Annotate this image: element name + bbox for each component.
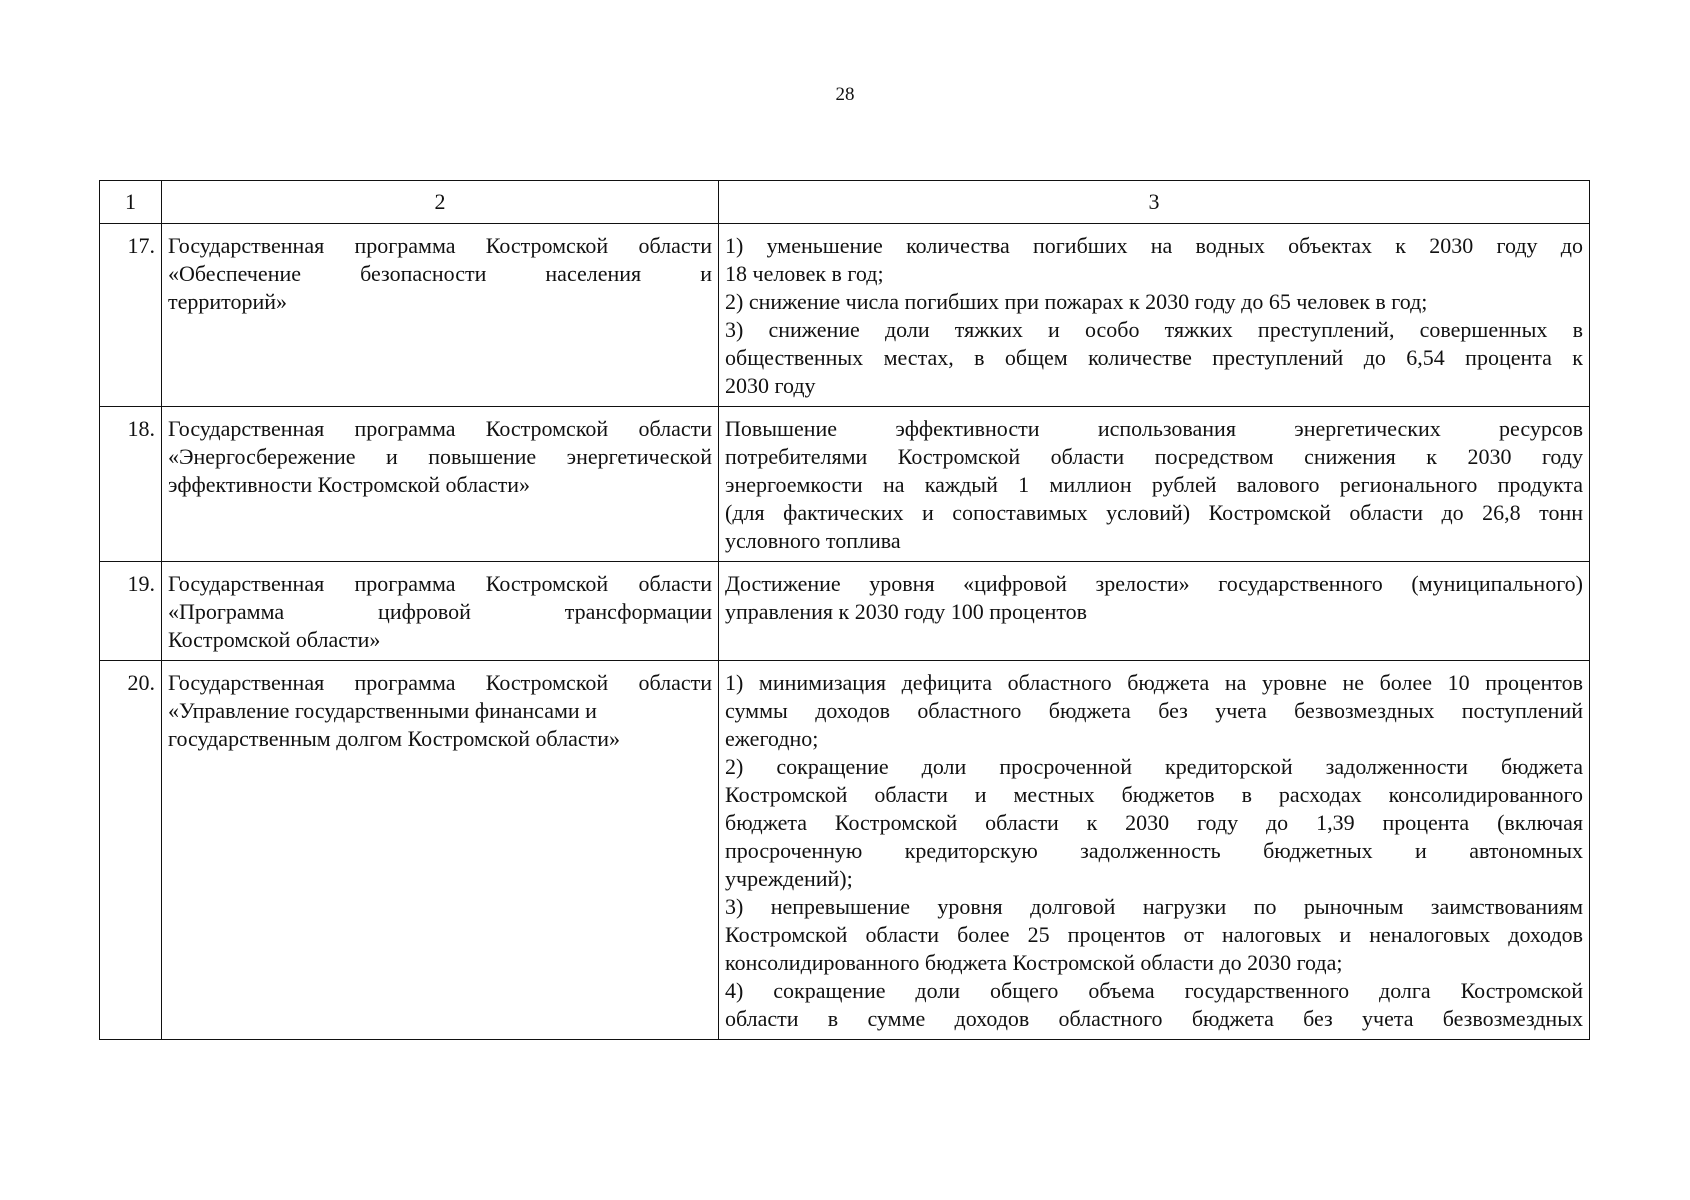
goal-line: 1) уменьшение количества погибших на водных объектах к 2030 году до — [725, 233, 1583, 258]
header-cell-2: 2 — [162, 181, 719, 224]
header-cell-3: 3 — [719, 181, 1590, 224]
goal-line: (для фактических и сопоставимых условий) Костромской области до 26,8 тонн — [725, 500, 1583, 525]
page-number: 28 — [835, 84, 855, 105]
table-header-row — [100, 181, 1590, 224]
program-name-cell — [162, 562, 719, 661]
table-row — [100, 224, 1590, 407]
program-name-cell — [162, 661, 719, 1040]
row-number: 19. — [100, 562, 162, 661]
program-goals-cell — [719, 407, 1590, 562]
program-goals-cell — [719, 562, 1590, 661]
program-goals-cell — [719, 661, 1590, 1040]
program-line: государственным долгом Костромской области» — [168, 726, 621, 751]
table-row — [100, 407, 1590, 562]
program-name-cell — [162, 407, 719, 562]
program-line: Государственная программа Костромской области — [168, 670, 712, 695]
goal-line: 1) минимизация дефицита областного бюджета на уровне не более 10 процентов — [725, 670, 1583, 695]
program-line: Государственная программа Костромской области — [168, 416, 712, 441]
goal-line: 2030 году — [725, 373, 816, 398]
goal-line: 3) снижение доли тяжких и особо тяжких преступлений, совершенных в — [725, 317, 1583, 342]
program-line: эффективности Костромской области» — [168, 472, 531, 497]
goal-line: энергоемкости на каждый 1 миллион рублей валового регионального продукта — [725, 472, 1583, 497]
program-line: Государственная программа Костромской области — [168, 571, 712, 596]
program-line: «Программа цифровой трансформации — [168, 599, 712, 624]
row-number: 18. — [100, 407, 162, 562]
program-line: «Управление государственными финансами и — [168, 698, 597, 723]
goal-line: ежегодно; — [725, 726, 819, 751]
program-line: Костромской области» — [168, 627, 381, 652]
goal-line: суммы доходов областного бюджета без учета безвозмездных поступлений — [725, 698, 1583, 723]
goal-line: 2) сокращение доли просроченной кредиторской задолженности бюджета — [725, 754, 1583, 779]
goal-line: учреждений); — [725, 866, 853, 891]
row-number: 17. — [100, 224, 162, 407]
program-line: «Энергосбережение и повышение энергетической — [168, 444, 712, 469]
program-name-cell — [162, 224, 719, 407]
table-row — [100, 661, 1590, 1040]
goal-line: Достижение уровня «цифровой зрелости» государственного (муниципального) — [725, 571, 1583, 596]
goal-line: 4) сокращение доли общего объема государственного долга Костромской — [725, 978, 1583, 1003]
goal-line: консолидированного бюджета Костромской области до 2030 года; — [725, 950, 1343, 975]
goal-line: Костромской области более 25 процентов от налоговых и неналоговых доходов — [725, 922, 1583, 947]
row-number: 20. — [100, 661, 162, 1040]
goal-line: бюджета Костромской области к 2030 году до 1,39 процента (включая — [725, 810, 1583, 835]
goal-line: Костромской области и местных бюджетов в расходах консолидированного — [725, 782, 1583, 807]
goal-line: 2) снижение числа погибших при пожарах к 2030 году до 65 человек в год; — [725, 289, 1428, 314]
programs-table — [99, 180, 1590, 1040]
goal-line: потребителями Костромской области посредством снижения к 2030 году — [725, 444, 1583, 469]
program-line: территорий» — [168, 289, 288, 314]
goal-line: условного топлива — [725, 528, 901, 553]
table-row — [100, 562, 1590, 661]
goal-line: управления к 2030 году 100 процентов — [725, 599, 1088, 624]
goal-line: Повышение эффективности использования энергетических ресурсов — [725, 416, 1583, 441]
goal-line: области в сумме доходов областного бюджета без учета безвозмездных — [725, 1006, 1583, 1031]
goal-line: общественных местах, в общем количестве преступлений до 6,54 процента к — [725, 345, 1583, 370]
goal-line: 18 человек в год; — [725, 261, 884, 286]
program-line: Государственная программа Костромской области — [168, 233, 712, 258]
header-cell-1: 1 — [100, 181, 162, 224]
goal-line: просроченную кредиторскую задолженность бюджетных и автономных — [725, 838, 1583, 863]
program-line: «Обеспечение безопасности населения и — [168, 261, 712, 286]
program-goals-cell — [719, 224, 1590, 407]
goal-line: 3) непревышение уровня долговой нагрузки по рыночным заимствованиям — [725, 894, 1583, 919]
